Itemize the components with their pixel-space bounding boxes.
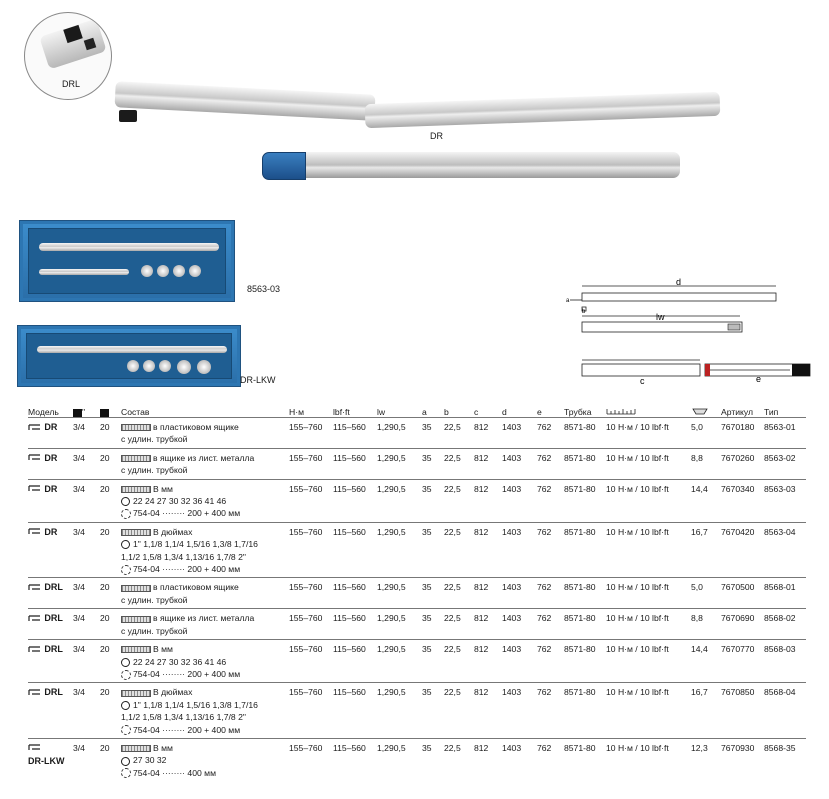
socket-icon xyxy=(121,497,130,506)
hdr-lbfft: lbf·ft xyxy=(333,407,350,417)
contents-line: 1" 1,1/8 1,1/4 1,5/16 1,3/8 1,7/16 xyxy=(133,699,258,710)
drive-square xyxy=(119,110,137,122)
dim-d: 1403 xyxy=(502,418,537,449)
contents-cell xyxy=(121,683,289,739)
reversible-wrench-icon xyxy=(28,742,42,754)
contents-line: в ящике из лист. металла xyxy=(153,613,255,624)
dim-b: 22,5 xyxy=(444,448,474,479)
scale-icon xyxy=(606,404,691,418)
wrench-icon xyxy=(28,526,42,538)
drive-size: 3/4 xyxy=(73,738,100,781)
adapter-icon xyxy=(121,768,131,778)
contents-line: В мм xyxy=(153,644,173,655)
weight-value: 5,0 xyxy=(691,418,721,449)
tube-code: 8571-80 xyxy=(564,479,606,522)
inset-label: DRL xyxy=(62,79,81,89)
contents-cell xyxy=(121,448,289,479)
model-name: DRL xyxy=(44,644,63,655)
dim-c: 812 xyxy=(474,479,502,522)
case1-label: 8563-03 xyxy=(247,284,281,294)
contents-cell xyxy=(121,738,289,781)
hdr-model: Модель xyxy=(28,407,59,417)
table-row xyxy=(28,448,806,479)
dim-c: 812 xyxy=(474,738,502,781)
tube-code: 8571-80 xyxy=(564,448,606,479)
wrench-grip xyxy=(365,92,721,128)
dim-d: 1403 xyxy=(502,683,537,739)
dim-d: 1403 xyxy=(502,578,537,609)
length-lw: 1,290,5 xyxy=(377,522,422,578)
torque-lbfft: 115–560 xyxy=(333,578,377,609)
torque-lbfft: 115–560 xyxy=(333,418,377,449)
dim-lw-text: lw xyxy=(656,312,665,322)
dim-d: 1403 xyxy=(502,609,537,640)
contents-line: в ящике из лист. металла xyxy=(153,452,255,463)
type-number: 8563-03 xyxy=(764,479,806,522)
length-lw: 1,290,5 xyxy=(377,640,422,683)
contents-line: 22 24 27 30 32 36 41 46 xyxy=(133,496,227,507)
scale-value: 10 Н·м / 10 lbf·ft xyxy=(606,522,691,578)
hdr-tube: Трубка xyxy=(564,407,592,417)
case2-label: DR-LKW xyxy=(240,375,276,385)
contents-line: В дюймах xyxy=(153,687,193,698)
dim-e: 762 xyxy=(537,609,564,640)
tube-code: 8571-80 xyxy=(564,640,606,683)
scale-value: 10 Н·м / 10 lbf·ft xyxy=(606,609,691,640)
drive-size: 3/4 xyxy=(73,448,100,479)
wrench-icon xyxy=(28,422,42,434)
dim-d: 1403 xyxy=(502,738,537,781)
dim-c: 812 xyxy=(474,609,502,640)
model-name: DRL xyxy=(44,687,63,698)
adapter-icon xyxy=(121,509,131,519)
lkw-case-photo xyxy=(17,325,241,387)
contents-line: 754-04 ········ 400 мм xyxy=(133,767,216,778)
contents-line: с удлин. трубкой xyxy=(121,434,188,445)
torque-nm: 155–760 xyxy=(289,448,333,479)
contents-line: в пластиковом ящике xyxy=(153,422,239,432)
adapter-icon xyxy=(121,725,131,735)
socket-icon xyxy=(121,540,130,549)
dim-b: 22,5 xyxy=(444,640,474,683)
hdr-drive: " xyxy=(73,404,100,418)
contents-line: В мм xyxy=(153,742,173,753)
torque-lbfft: 115–560 xyxy=(333,738,377,781)
contents-line: 754-04 ········ 200 + 400 мм xyxy=(133,668,241,679)
weight-value: 5,0 xyxy=(691,578,721,609)
dim-a: 35 xyxy=(422,578,444,609)
case-icon xyxy=(121,690,151,697)
case-icon xyxy=(121,646,151,653)
model-name: DR xyxy=(44,483,58,494)
wrench-head xyxy=(114,81,375,121)
dimension-diagram xyxy=(560,276,820,386)
dim-a: 35 xyxy=(422,448,444,479)
hdr-nm: Н·м xyxy=(289,407,304,417)
square-size: 20 xyxy=(100,448,121,479)
torque-nm: 155–760 xyxy=(289,609,333,640)
drive-size: 3/4 xyxy=(73,418,100,449)
dim-a: 35 xyxy=(422,609,444,640)
adapter-icon xyxy=(121,670,131,680)
torque-lbfft: 115–560 xyxy=(333,609,377,640)
torque-wrench-photo xyxy=(115,80,725,130)
square-size: 20 xyxy=(100,479,121,522)
square-size: 20 xyxy=(100,522,121,578)
type-number: 8568-03 xyxy=(764,640,806,683)
type-number: 8563-02 xyxy=(764,448,806,479)
drive-size: 3/4 xyxy=(73,683,100,739)
case-icon xyxy=(121,529,151,536)
dim-d: 1403 xyxy=(502,479,537,522)
dim-b: 22,5 xyxy=(444,522,474,578)
model-name: DR xyxy=(44,452,58,463)
dim-c: 812 xyxy=(474,448,502,479)
dim-a: 35 xyxy=(422,479,444,522)
torque-nm: 155–760 xyxy=(289,683,333,739)
wrench-icon xyxy=(28,483,42,495)
case-icon xyxy=(121,745,151,752)
model-cell xyxy=(28,640,73,683)
dim-b: 22,5 xyxy=(444,578,474,609)
case-wrench xyxy=(39,243,219,251)
wrench-outline-top xyxy=(582,293,776,301)
contents-line: в пластиковом ящике xyxy=(153,582,239,593)
table-row xyxy=(28,578,806,609)
spec-table xyxy=(28,404,806,781)
weight-value: 12,3 xyxy=(691,738,721,781)
article-number: 7670260 xyxy=(721,448,764,479)
dim-e-text: e xyxy=(756,374,762,384)
article-number: 7670500 xyxy=(721,578,764,609)
scale-value: 10 Н·м / 10 lbf·ft xyxy=(606,479,691,522)
table-row xyxy=(28,640,806,683)
torque-nm: 155–760 xyxy=(289,738,333,781)
dim-a: 35 xyxy=(422,683,444,739)
torque-lbfft: 115–560 xyxy=(333,640,377,683)
hdr-article: Артикул xyxy=(721,407,754,417)
hdr-type: Тип xyxy=(764,407,779,417)
reversible-wrench-icon xyxy=(28,582,42,594)
torque-lbfft: 115–560 xyxy=(333,448,377,479)
square-size: 20 xyxy=(100,418,121,449)
article-number: 7670850 xyxy=(721,683,764,739)
drive-size: 3/4 xyxy=(73,479,100,522)
case-icon xyxy=(121,424,151,431)
contents-line: с удлин. трубкой xyxy=(121,625,188,636)
drive-size: 3/4 xyxy=(73,640,100,683)
tube-code: 8571-80 xyxy=(564,578,606,609)
square-size: 20 xyxy=(100,683,121,739)
type-number: 8563-04 xyxy=(764,522,806,578)
scale-value: 10 Н·м / 10 lbf·ft xyxy=(606,640,691,683)
table-row xyxy=(28,418,806,449)
scale-value: 10 Н·м / 10 lbf·ft xyxy=(606,738,691,781)
metal-case-photo xyxy=(19,220,235,302)
model-name: DR-LKW xyxy=(28,755,65,766)
article-number: 7670340 xyxy=(721,479,764,522)
reversible-wrench-icon xyxy=(28,644,42,656)
hdr-d: d xyxy=(502,407,507,417)
contents-line: 22 24 27 30 32 36 41 46 xyxy=(133,656,227,667)
weight-value: 14,4 xyxy=(691,640,721,683)
hdr-b: b xyxy=(444,407,449,417)
dim-b: 22,5 xyxy=(444,738,474,781)
length-lw: 1,290,5 xyxy=(377,448,422,479)
model-name: DR xyxy=(44,422,58,432)
scale-value: 10 Н·м / 10 lbf·ft xyxy=(606,578,691,609)
torque-nm: 155–760 xyxy=(289,522,333,578)
hdr-contents: Состав xyxy=(121,407,150,417)
dim-b-text: b xyxy=(582,309,586,315)
model-cell xyxy=(28,479,73,522)
table-row xyxy=(28,683,806,739)
case-icon xyxy=(121,455,151,462)
contents-cell xyxy=(121,578,289,609)
dim-b: 22,5 xyxy=(444,683,474,739)
weight-value: 16,7 xyxy=(691,683,721,739)
weight-value: 16,7 xyxy=(691,522,721,578)
case-icon xyxy=(121,585,151,592)
dim-e: 762 xyxy=(537,738,564,781)
square-size: 20 xyxy=(100,640,121,683)
adapter-icon xyxy=(121,565,131,575)
drive-size: 3/4 xyxy=(73,609,100,640)
contents-cell xyxy=(121,640,289,683)
table-header xyxy=(28,404,806,418)
torque-nm: 155–760 xyxy=(289,640,333,683)
length-lw: 1,290,5 xyxy=(377,479,422,522)
article-number: 7670930 xyxy=(721,738,764,781)
dim-d: 1403 xyxy=(502,640,537,683)
dim-b: 22,5 xyxy=(444,609,474,640)
dim-c: 812 xyxy=(474,522,502,578)
dim-d-text: d xyxy=(676,277,682,287)
tube-code: 8571-80 xyxy=(564,738,606,781)
hdr-a: a xyxy=(422,407,427,417)
dim-e: 762 xyxy=(537,418,564,449)
article-number: 7670420 xyxy=(721,522,764,578)
square-size: 20 xyxy=(100,609,121,640)
dim-c: 812 xyxy=(474,578,502,609)
model-cell xyxy=(28,578,73,609)
contents-line: В дюймах xyxy=(153,526,193,537)
dim-a: 35 xyxy=(422,738,444,781)
dim-b: 22,5 xyxy=(444,479,474,522)
article-number: 7670180 xyxy=(721,418,764,449)
contents-line: 754-04 ········ 200 + 400 мм xyxy=(133,724,241,735)
contents-line: 1,1/2 1,5/8 1,3/4 1,13/16 1,7/8 2" xyxy=(121,712,246,723)
contents-line: 1" 1,1/8 1,1/4 1,5/16 1,3/8 1,7/16 xyxy=(133,539,258,550)
dim-a: 35 xyxy=(422,522,444,578)
torque-nm: 155–760 xyxy=(289,418,333,449)
weight-value: 8,8 xyxy=(691,448,721,479)
scale-value: 10 Н·м / 10 lbf·ft xyxy=(606,448,691,479)
dim-c: 812 xyxy=(474,640,502,683)
torque-lbfft: 115–560 xyxy=(333,683,377,739)
case-icon xyxy=(121,616,151,623)
type-number: 8568-04 xyxy=(764,683,806,739)
scale-value: 10 Н·м / 10 lbf·ft xyxy=(606,683,691,739)
dim-d: 1403 xyxy=(502,522,537,578)
contents-line: с удлин. трубкой xyxy=(121,594,188,605)
weight-icon xyxy=(691,404,721,418)
case-tube xyxy=(39,269,129,275)
dim-c: 812 xyxy=(474,683,502,739)
reversible-wrench-icon xyxy=(28,613,42,625)
drive-size: 3/4 xyxy=(73,578,100,609)
case2-wrench xyxy=(37,346,227,353)
length-lw: 1,290,5 xyxy=(377,738,422,781)
socket-icon xyxy=(121,757,130,766)
scale-value: 10 Н·м / 10 lbf·ft xyxy=(606,418,691,449)
dim-e: 762 xyxy=(537,479,564,522)
dim-d: 1403 xyxy=(502,448,537,479)
article-number: 7670770 xyxy=(721,640,764,683)
dim-e: 762 xyxy=(537,683,564,739)
dim-e: 762 xyxy=(537,522,564,578)
dim-c: 812 xyxy=(474,418,502,449)
type-number: 8568-35 xyxy=(764,738,806,781)
square-size: 20 xyxy=(100,738,121,781)
socket-icon xyxy=(121,701,130,710)
drive-size: 3/4 xyxy=(73,522,100,578)
weight-value: 8,8 xyxy=(691,609,721,640)
type-number: 8563-01 xyxy=(764,418,806,449)
tube-coupler xyxy=(262,152,306,180)
model-name: DRL xyxy=(44,613,63,624)
contents-line: 754-04 ········ 200 + 400 мм xyxy=(133,564,241,575)
torque-nm: 155–760 xyxy=(289,578,333,609)
contents-line: с удлин. трубкой xyxy=(121,465,188,476)
dim-e: 762 xyxy=(537,448,564,479)
contents-cell xyxy=(121,522,289,578)
dim-a: 35 xyxy=(422,640,444,683)
table-row xyxy=(28,609,806,640)
dim-b: 22,5 xyxy=(444,418,474,449)
model-cell xyxy=(28,683,73,739)
model-cell xyxy=(28,418,73,449)
case-icon xyxy=(121,486,151,493)
torque-lbfft: 115–560 xyxy=(333,479,377,522)
contents-cell xyxy=(121,609,289,640)
model-cell xyxy=(28,448,73,479)
type-number: 8568-02 xyxy=(764,609,806,640)
contents-cell xyxy=(121,479,289,522)
dim-a: 35 xyxy=(422,418,444,449)
hdr-e: e xyxy=(537,407,542,417)
dim-e: 762 xyxy=(537,640,564,683)
dim-c-text: c xyxy=(640,376,645,386)
length-lw: 1,290,5 xyxy=(377,609,422,640)
table-row xyxy=(28,522,806,578)
weight-value: 14,4 xyxy=(691,479,721,522)
socket-icon xyxy=(121,658,130,667)
hdr-c: c xyxy=(474,407,479,417)
tube-code: 8571-80 xyxy=(564,418,606,449)
model-cell xyxy=(28,738,73,781)
contents-line: 1,1/2 1,5/8 1,3/4 1,13/16 1,7/8 2" xyxy=(121,551,246,562)
dim-e: 762 xyxy=(537,578,564,609)
type-number: 8568-01 xyxy=(764,578,806,609)
table-row xyxy=(28,738,806,781)
model-name: DR xyxy=(44,526,58,537)
drl-detail-photo xyxy=(24,12,112,100)
length-lw: 1,290,5 xyxy=(377,418,422,449)
reversible-wrench-icon xyxy=(28,687,42,699)
tube-code: 8571-80 xyxy=(564,683,606,739)
wrench-icon xyxy=(28,452,42,464)
hdr-square xyxy=(100,404,121,418)
extension-tube-photo xyxy=(262,152,680,178)
length-lw: 1,290,5 xyxy=(377,578,422,609)
torque-nm: 155–760 xyxy=(289,479,333,522)
dim-a-text: a xyxy=(566,298,570,304)
contents-line: 27 30 32 xyxy=(133,755,167,766)
torque-lbfft: 115–560 xyxy=(333,522,377,578)
table-row xyxy=(28,479,806,522)
square-size: 20 xyxy=(100,578,121,609)
model-cell xyxy=(28,522,73,578)
model-cell xyxy=(28,609,73,640)
contents-line: В мм xyxy=(153,483,173,494)
contents-cell xyxy=(121,418,289,449)
model-name: DRL xyxy=(44,582,63,593)
article-number: 7670690 xyxy=(721,609,764,640)
hdr-lw: lw xyxy=(377,407,386,417)
length-lw: 1,290,5 xyxy=(377,683,422,739)
tube-code: 8571-80 xyxy=(564,522,606,578)
tube-code: 8571-80 xyxy=(564,609,606,640)
contents-line: 754-04 ········ 200 + 400 мм xyxy=(133,508,241,519)
main-wrench-label: DR xyxy=(430,131,443,141)
